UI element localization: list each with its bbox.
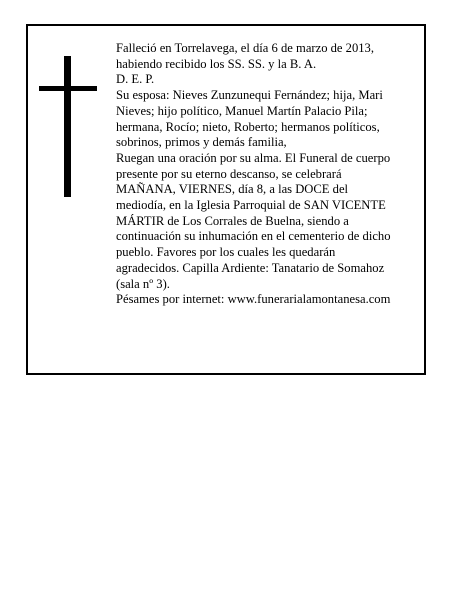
notice-line-room: (sala nº 3). [116, 276, 170, 291]
notice-line-family-1: Su esposa: Nieves Zunzunequi Fernández; hija, Mari [116, 88, 383, 103]
notice-line-thanks-2: agradecidos. Capilla Ardiente: Tanatario de Somahoz [116, 260, 385, 275]
notice-line-thanks-1: pueblo. Favores por los cuales les quedarán [116, 245, 336, 260]
notice-line-funeral-4: mediodía, en la Iglesia Parroquial de SAN VICENTE [116, 198, 386, 213]
obituary-notice [26, 24, 426, 375]
notice-line-funeral-2: presente por su eterno descanso, se celebrará [116, 166, 342, 181]
notice-line-sacraments: habiendo recibido los SS. SS. y la B. A. [116, 56, 317, 71]
notice-line-death: Falleció en Torrelavega, el día 6 de marzo de 2013, [116, 41, 375, 55]
notice-line-funeral-5: MÁRTIR de Los Corrales de Buelna, siendo a [116, 213, 349, 228]
notice-line-dep: D. E. P. [116, 72, 155, 87]
notice-line-family-4: sobrinos, primos y demás familia, [116, 135, 287, 150]
notice-line-burial: continuación su inhumación en el cementerio de dicho [116, 229, 391, 244]
cross-vertical-bar [64, 56, 71, 197]
cross-horizontal-bar [39, 86, 97, 91]
notice-line-family-2: Nieves; hijo político, Manuel Martín Palacio Pila; [116, 103, 368, 118]
cross-icon [39, 56, 97, 197]
notice-line-condolences: Pésames por internet: www.funerarialamontanesa.com [116, 292, 391, 307]
notice-line-funeral-1: Ruegan una oración por su alma. El Funeral de cuerpo [116, 150, 391, 165]
notice-line-family-3: hermana, Rocío; nieto, Roberto; hermanos políticos, [116, 119, 380, 134]
notice-line-funeral-3: MAÑANA, VIERNES, día 8, a las DOCE del [116, 182, 349, 197]
notice-text [116, 41, 422, 308]
